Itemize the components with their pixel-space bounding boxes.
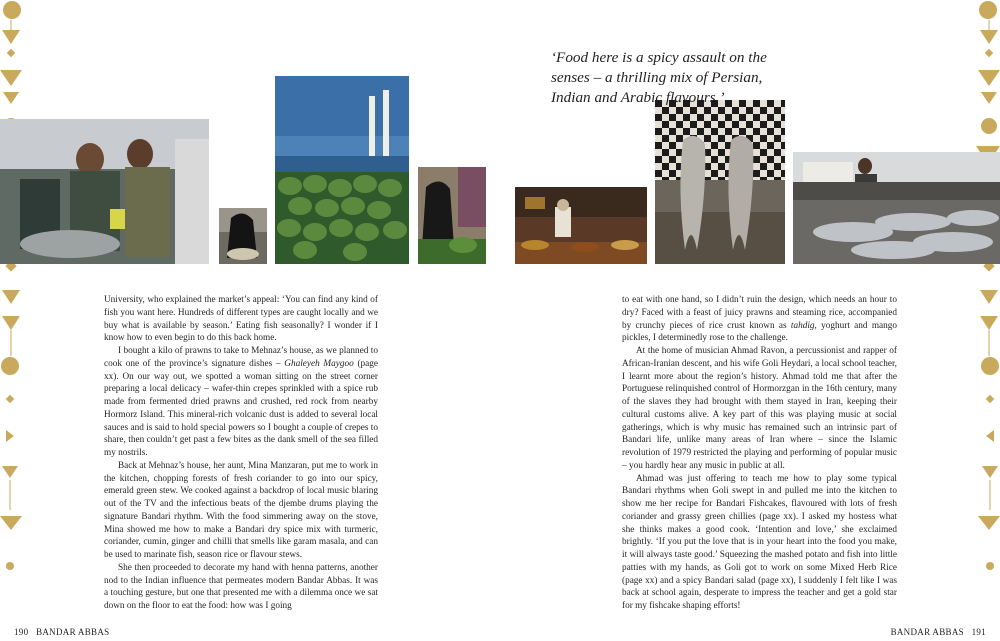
right-paragraph-2: At the home of musician Ahmad Ravon, a percussionist and rapper of African-Iranian descent, and his wife Goli Heydari, a local school teacher, I learnt more about the region’s history. Ahmad told me that after the Portuguese relinquished control of Hormorzgan in the 16th century, many of the slaves they had brought with them stayed in Iran, keeping their cultural customs alive. A key part of this was playing music at social gatherings, which is why music has remained such an intrinsic part of Bandari life, unlike many areas of Iran where – since the Islamic revolution of 1979 restricted the playing and performing of popular music – you hardly hear any music in public at all. <box>622 346 897 471</box>
left-paragraph-1: University, who explained the market’s appeal: ‘You can find any kind of fish you want here. Hundreds of different types are caught locally and we buy what is available by season.’ Eating fish seasonally? I wonder if I know how to even begin to do this back home. <box>104 295 378 344</box>
right-folio <box>891 627 986 637</box>
right-paragraph-1-text-b: , yoghurt and mango pickles, I determinedly rose to the challenge. <box>622 320 897 344</box>
left-running-head: BANDAR ABBAS <box>36 627 110 637</box>
photo-fish-market-workers <box>0 119 209 264</box>
photo-fish-on-boat <box>793 152 1000 264</box>
right-paragraph-1-text-a: to eat with one hand, so I didn’t ruin the design, which needs an hour to dry? Faced with a feast of juicy prawns and steaming rice, accompanied by crunchy pieces of rice crust known as <box>622 295 897 331</box>
left-paragraph-3: Back at Mehnaz’s house, her aunt, Mina Manzaran, put me to work in the kitchen, chopping forests of fresh coriander to go into our spicy, emerald green stew. We cooked against a backdrop of local music blaring out of the TV and the infectious beats of the djembe drums playing the signature Bandari rhythm. With the food simmering away on the stove, Mina showed me how to make a Bandari dry spice mix with turmeric, coriander, cumin, ginger and chilli that smells like garam masala, and can be used to marinate fish, season rice or flavour stews. <box>104 460 378 560</box>
recipe-name-ghaleyeh-maygoo: Ghaleyeh Maygoo <box>284 358 354 369</box>
right-running-head: BANDAR ABBAS <box>890 627 964 637</box>
pull-quote: ‘Food here is a spicy assault on the senses – a thrilling mix of Persian, Indian and Arabic flavours.’ <box>551 49 767 106</box>
right-page-number: 191 <box>971 627 986 637</box>
photo-spice-shop <box>515 187 647 264</box>
left-paragraph-4: She then proceeded to decorate my hand with henna patterns, another nod to the Indian influence that permeates modern Bandar Abbas. It was a touching gesture, but one that presented me with a dilemma once we sat down on the floor to eat the food: how was I going <box>104 562 378 611</box>
left-paragraph-2 <box>104 345 378 460</box>
left-page-number: 190 <box>14 627 29 637</box>
photo-market-woman-vegetables <box>418 167 486 264</box>
photo-hanging-fish-checkered <box>655 100 785 264</box>
left-paragraph-2-text-b: (page xx). On our way out, we spotted a woman sitting on the street corner preparing a local delicacy – wafer-thin crepes sprinkled with a spice rub made from fermented dried prawns and crushed, red rock from nearby Hormorz Island. This mineral-rich volcanic dust is added to several local sauces and is said to hold special powers so I bought a couple of crepes to share, then couldn’t get past a few bites as the dank smell of the sea filled my nostrils. <box>104 358 378 458</box>
photo-woman-crepes <box>219 208 267 264</box>
left-ornamental-border <box>0 0 30 641</box>
left-body-column <box>104 294 378 613</box>
left-folio <box>14 627 109 637</box>
term-tahdig: tahdig <box>790 320 815 331</box>
right-ornamental-border <box>970 0 1000 641</box>
right-paragraph-1 <box>622 294 897 345</box>
photo-watermelon-truck <box>275 76 409 264</box>
left-paragraph-2-text-a: I bought a kilo of prawns to take to Mehnaz’s house, as we planned to cook one of the province’s signature dishes – <box>104 346 378 369</box>
right-paragraph-3: Ahmad was just offering to teach me how to play some typical Bandari rhythms when Goli swept in and pulled me into the kitchen to show me her recipe for Bandari Fishcakes, flavoured with lots of fresh coriander and grassy green chillies (page xx). I asked my hostess what she thinks makes a good cook. ‘Intention and love,’ she exclaimed brightly. ‘If you put the love that is in your heart into the food you make, it will always taste good.’ Squeezing the mashed potato and fish into little patties with my hands, as Goli got to work on some Mixed Herb Rice (page xx) and a spicy Bandari salad (page xx), I suddenly I felt like I was back at school again, desperate to impress the teacher and get a gold star for my fishcake shaping efforts! <box>622 473 897 611</box>
right-body-column <box>622 294 897 613</box>
